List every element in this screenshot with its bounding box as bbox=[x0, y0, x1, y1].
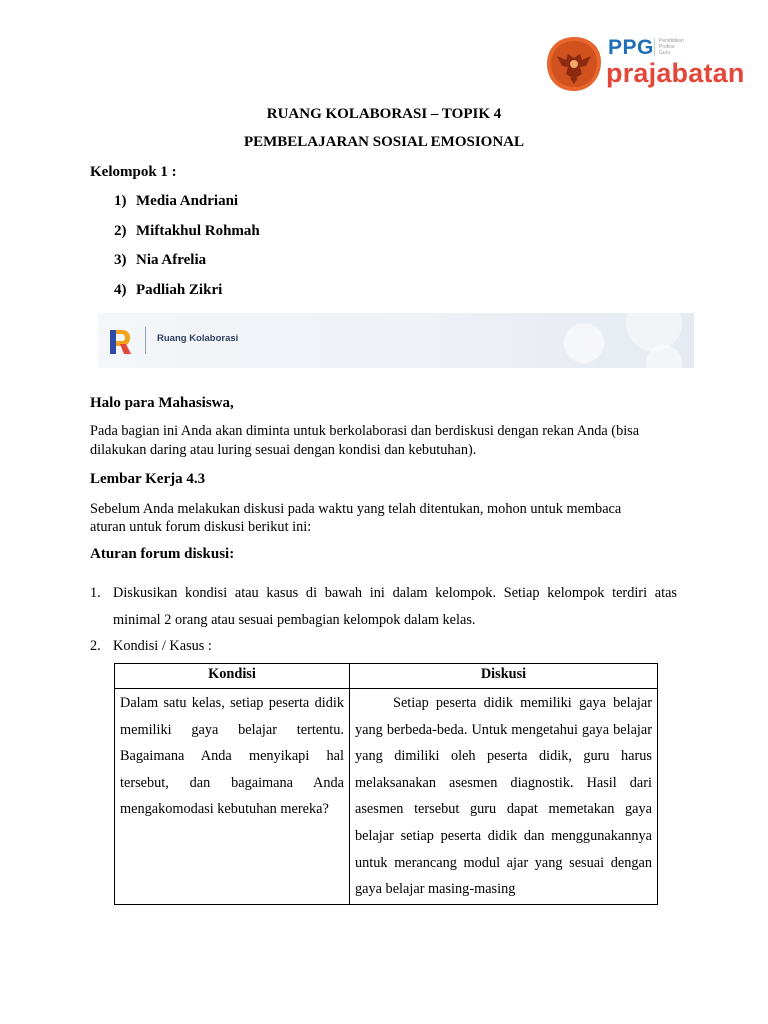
greeting-heading: Halo para Mahasiswa, bbox=[90, 395, 234, 411]
kasus-table bbox=[114, 663, 658, 905]
member-name: Padliah Zikri bbox=[136, 282, 223, 298]
member-number: 2) bbox=[114, 223, 127, 239]
table-header-row bbox=[115, 664, 658, 689]
logo-subtext-line: Guru bbox=[659, 50, 671, 56]
rule-item bbox=[90, 633, 680, 660]
worksheet-paragraph-line: aturan untuk forum diskusi berikut ini: bbox=[90, 519, 312, 535]
banner-divider bbox=[145, 327, 146, 354]
column-header-kondisi: Kondisi bbox=[115, 664, 350, 689]
member-number: 3) bbox=[114, 252, 127, 268]
member-name: Miftakhul Rohmah bbox=[136, 223, 260, 239]
ruang-kolaborasi-logo-icon bbox=[108, 328, 132, 356]
rule-text: Kondisi / Kasus : bbox=[113, 638, 212, 654]
member-item bbox=[114, 223, 260, 240]
member-item bbox=[114, 252, 206, 269]
rule-number: 1. bbox=[90, 585, 101, 601]
column-header-diskusi: Diskusi bbox=[350, 664, 658, 689]
rule-text bbox=[113, 580, 677, 634]
ruang-kolaborasi-banner bbox=[98, 313, 694, 368]
member-name: Media Andriani bbox=[136, 193, 239, 209]
member-name: Nia Afrelia bbox=[136, 252, 207, 268]
document-title: RUANG KOLABORASI – TOPIK 4 bbox=[266, 106, 502, 122]
rule-text-line: minimal 2 orang atau sesuai pembagian kelompok dalam kelas. bbox=[113, 612, 476, 628]
member-number: 1) bbox=[114, 193, 127, 209]
logo-prajabatan-text: prajabatan bbox=[606, 58, 745, 88]
rule-number: 2. bbox=[90, 638, 101, 654]
rule-item bbox=[90, 580, 680, 634]
group-heading: Kelompok 1 : bbox=[90, 164, 177, 180]
document-subtitle: PEMBELAJARAN SOSIAL EMOSIONAL bbox=[243, 134, 525, 150]
table-row bbox=[115, 689, 658, 905]
diskusi-cell: Setiap peserta didik memiliki gaya belajar yang berbeda-beda. Untuk mengetahui gaya belajar yang dimiliki oleh peserta didik, guru harus melaksanakan asesmen diagnostik. Hasil dari asesmen tersebut guru dapat memetakan gaya belajar setiap peserta didik dan menggunakannya untuk merancang modul ajar yang sesuai dengan gaya belajar masing-masing bbox=[350, 689, 658, 905]
member-item bbox=[114, 282, 222, 299]
member-item bbox=[114, 193, 238, 210]
logo-subtext-line: Profesi bbox=[659, 44, 675, 50]
intro-paragraph-line: dilakukan daring atau luring sesuai dengan kondisi dan kebutuhan). bbox=[90, 442, 477, 458]
garuda-emblem-icon bbox=[544, 34, 604, 94]
banner-decoration bbox=[544, 313, 694, 368]
worksheet-heading: Lembar Kerja 4.3 bbox=[90, 471, 206, 487]
banner-label: Ruang Kolaborasi bbox=[157, 333, 239, 344]
logo-subtext bbox=[654, 38, 684, 56]
member-number: 4) bbox=[114, 282, 127, 298]
rules-heading: Aturan forum diskusi: bbox=[90, 546, 235, 562]
intro-paragraph-line: Pada bagian ini Anda akan diminta untuk berkolaborasi dan berdiskusi dengan rekan Anda (bisa bbox=[90, 423, 640, 439]
kondisi-cell: Dalam satu kelas, setiap peserta didik memiliki gaya belajar tertentu. Bagaimana Anda menyikapi hal tersebut, dan bagaimana Anda mengakomodasi kebutuhan mereka? bbox=[115, 689, 350, 905]
ppg-prajabatan-logo bbox=[544, 34, 744, 96]
logo-ppg-text: PPG bbox=[608, 36, 654, 59]
rule-text-line: Diskusikan kondisi atau kasus di bawah ini dalam kelompok. Setiap kelompok terdiri atas bbox=[113, 585, 677, 601]
worksheet-paragraph-line: Sebelum Anda melakukan diskusi pada waktu yang telah ditentukan, mohon untuk membaca bbox=[90, 501, 622, 517]
logo-subtext-line: Pendidikan bbox=[659, 38, 684, 44]
